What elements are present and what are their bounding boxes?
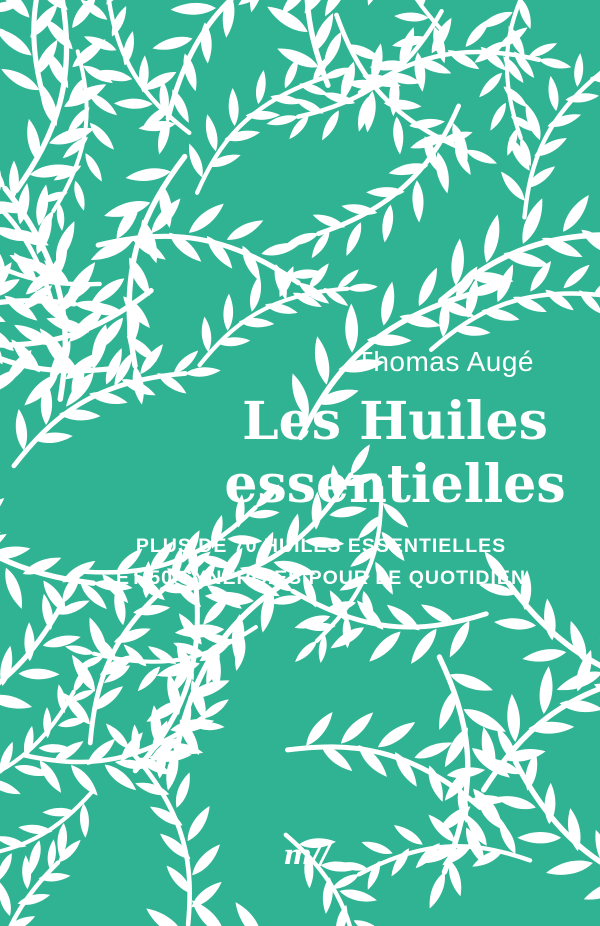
author-name: Thomas Augé	[355, 346, 534, 377]
book-subtitle	[0, 530, 600, 594]
book-title-line-1: Les Huiles	[242, 391, 548, 452]
book-subtitle-line-1: PLUS DE 70 HUILES ESSENTIELLES	[135, 535, 507, 557]
book-title	[190, 390, 600, 517]
publisher-logo: m//	[283, 840, 329, 871]
book-subtitle-line-2: ET 50 SYNERGIES POUR LE QUOTIDIEN	[115, 567, 527, 589]
book-title-line-2: essentielles	[224, 454, 566, 516]
